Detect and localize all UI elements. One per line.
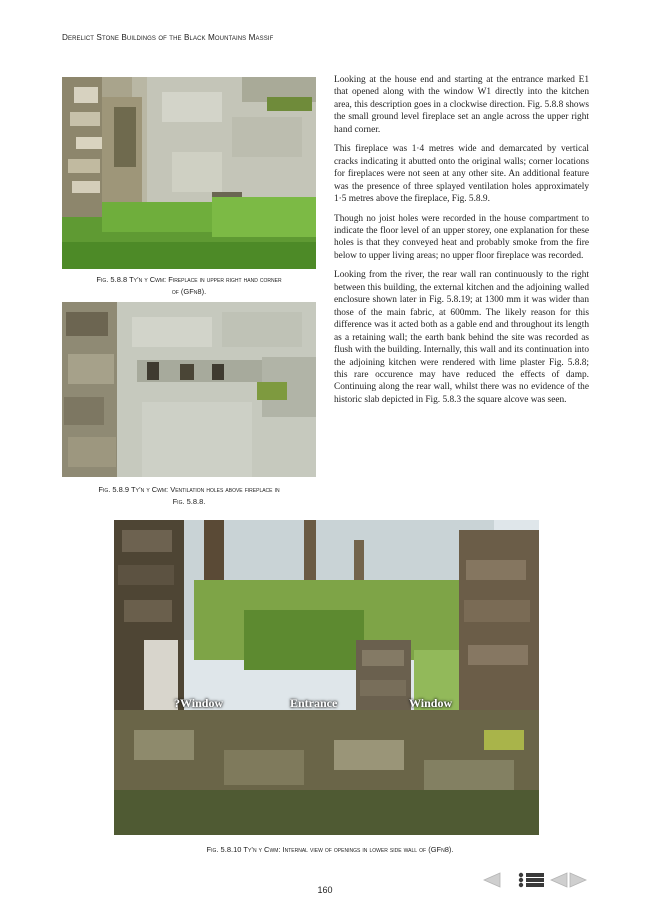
fireplace-photo-illustration	[62, 77, 316, 269]
body-paragraph: Though no joist holes were recorded in the house compartment to indicate the floor level of an upper storey, one explanation for these holes is that they conveyed heat and probably smoke from the fire below to upper living areas; no upper floor fireplace was recorded.	[334, 213, 589, 261]
figure-5-8-10-photo	[114, 520, 539, 835]
page-number: 160	[317, 885, 333, 895]
figure-5-8-9-photo	[62, 302, 316, 477]
entrance-label: Entrance	[290, 696, 338, 710]
figure-5-8-9-caption	[58, 484, 320, 508]
arrow-left-icon	[482, 872, 502, 888]
back-button[interactable]	[549, 872, 569, 893]
body-paragraph: This fireplace was 1·4 metres wide and demarcated by vertical cracks indicating it abutted onto the original walls; corner locations for fireplaces were not seen at any other site. An additional feature was the presence of three splayed ventilation holes approximately 1·5 metres above the fireplace, Fig. 5.8.9.	[334, 144, 589, 205]
caption-line: Fig. 5.8.9 Ty’n y Cwm: Ventilation holes above fireplace in	[98, 485, 280, 494]
ventilation-photo-illustration	[62, 302, 316, 477]
figure-5-8-8-photo	[62, 77, 316, 269]
figure-5-8-8-caption	[58, 274, 320, 298]
openings-photo-illustration	[114, 520, 539, 835]
arrow-left-icon	[549, 872, 569, 888]
body-text-column	[334, 74, 589, 413]
caption-line: of (GFn8).	[171, 287, 207, 296]
previous-page-button[interactable]	[482, 872, 502, 893]
body-paragraph: Looking from the river, the rear wall ran continuously to the right between this building, the external kitchen and the adjoining walled enclosure shown later in Fig. 5.8.19; at 1300 mm it was wider than those of the main fabric, at 600mm. The likely reason for this difference was it acted both as a gable end and throughout its length as a retaining wall; the earth bank behind the site was recorded as flush with the building. Internally, this wall and its continuation into the adjoining kitchen were rendered with lime plaster Fig. 5.8.8; this rare occurence may have reduced the effects of damp. Continuing along the rear wall, whilst there was no evidence of the historic slab depicted in Fig. 5.8.3 the square alcove was seen.	[334, 270, 589, 405]
figure-5-8-10-caption: Fig. 5.8.10 Ty’n y Cwm: Internal view of openings in lower side wall of (GFn8).	[206, 845, 454, 854]
running-header: Derelict Stone Buildings of the Black Mountains Massif	[62, 33, 274, 42]
table-of-contents-button[interactable]	[518, 872, 546, 893]
body-paragraph: Looking at the house end and starting at the entrance marked E1 that opened along with the window W1 directly into the kitchen area, this description goes in a clockwise direction. Fig. 5.8.8 shows the small ground level fireplace set an angle across the upper right hand corner.	[334, 75, 589, 135]
window-label-left: ?Window	[174, 696, 224, 710]
caption-line: Fig. 5.8.8 Ty’n y Cwm: Fireplace in upper right hand corner	[96, 275, 282, 284]
caption-line: Fig. 5.8.8.	[172, 497, 206, 506]
list-menu-icon	[518, 872, 546, 888]
next-page-button[interactable]	[568, 872, 588, 893]
arrow-right-icon	[568, 872, 588, 888]
window-label-right: Window	[409, 696, 453, 710]
